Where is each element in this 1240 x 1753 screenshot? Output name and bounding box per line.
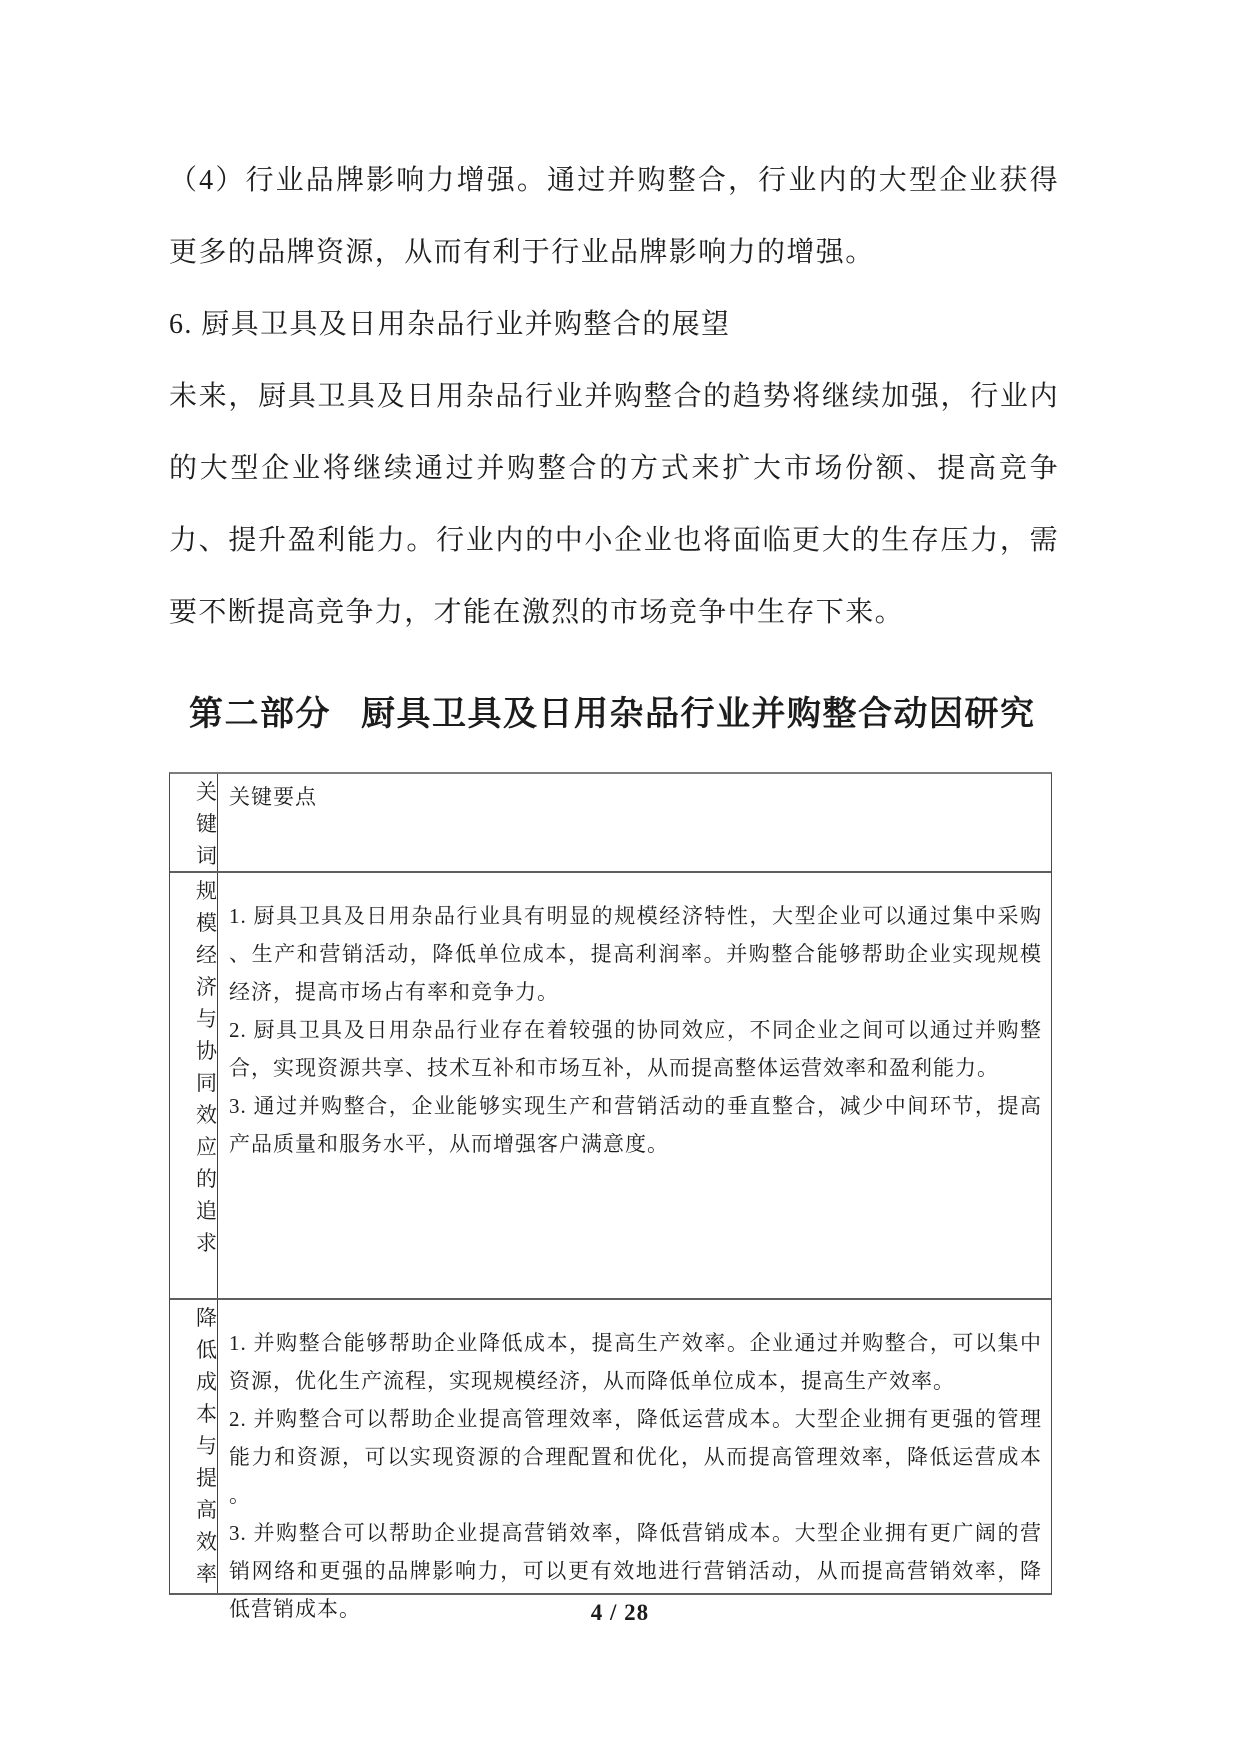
point-item: 3. 并购整合可以帮助企业提高营销效率，降低营销成本。大型企业拥有更广阔的营销网络和更强的品牌影响力，可以更有效地进行营销活动，从而提高营销效率，降低营销成本。 [229,1521,1042,1621]
points-header-cell: 关键要点 [229,785,317,809]
paragraph-brand-influence: （4）行业品牌影响力增强。通过并购整合，行业内的大型企业获得更多的品牌资源，从而有利于行业品牌影响力的增强。 [169,165,1059,268]
table-row [170,873,1051,1300]
keyword-cell: 规模经济与协同效应的追求 [170,873,218,1298]
table-header-row [170,774,1051,873]
section-title: 厨具卫具及日用杂品行业并购整合动因研究 [361,696,1036,733]
point-item: 2. 并购整合可以帮助企业提高管理效率，降低运营成本。大型企业拥有更强的管理能力和资源，可以实现资源的合理配置和优化，从而提高管理效率，降低运营成本。 [229,1407,1042,1507]
section-part-label: 第二部分 [189,696,331,733]
paragraph-future-outlook: 未来，厨具卫具及日用杂品行业并购整合的趋势将继续加强，行业内的大型企业将继续通过并购整合的方式来扩大市场份额、提高竞争力、提升盈利能力。行业内的中小企业也将面临更大的生存压力，需要不断提高竞争力，才能在激烈的市场竞争中生存下来。 [169,381,1059,628]
point-item: 2. 厨具卫具及日用杂品行业存在着较强的协同效应，不同企业之间可以通过并购整合，实现资源共享、技术互补和市场互补，从而提高整体运营效率和盈利能力。 [229,1018,1042,1080]
keyword-cell: 降低成本与提高效率 [170,1300,218,1593]
numbered-subheading-outlook: 6. 厨具卫具及日用杂品行业并购整合的展望 [169,309,731,340]
page-number: 4 / 28 [590,1600,650,1625]
body-text [169,145,1059,649]
keyword-header-cell: 关键词 [170,774,218,871]
point-item: 1. 厨具卫具及日用杂品行业具有明显的规模经济特性，大型企业可以通过集中采购、生产和营销活动，降低单位成本，提高利润率。并购整合能够帮助企业实现规模经济，提高市场占有率和竞争力。 [229,904,1042,1004]
points-cell [218,873,1051,1298]
section-heading [169,686,1094,735]
point-item: 3. 通过并购整合，企业能够实现生产和营销活动的垂直整合，减少中间环节，提高产品质量和服务水平，从而增强客户满意度。 [229,1094,1042,1156]
point-item: 1. 并购整合能够帮助企业降低成本，提高生产效率。企业通过并购整合，可以集中资源，优化生产流程，实现规模经济，从而降低单位成本，提高生产效率。 [229,1331,1042,1393]
